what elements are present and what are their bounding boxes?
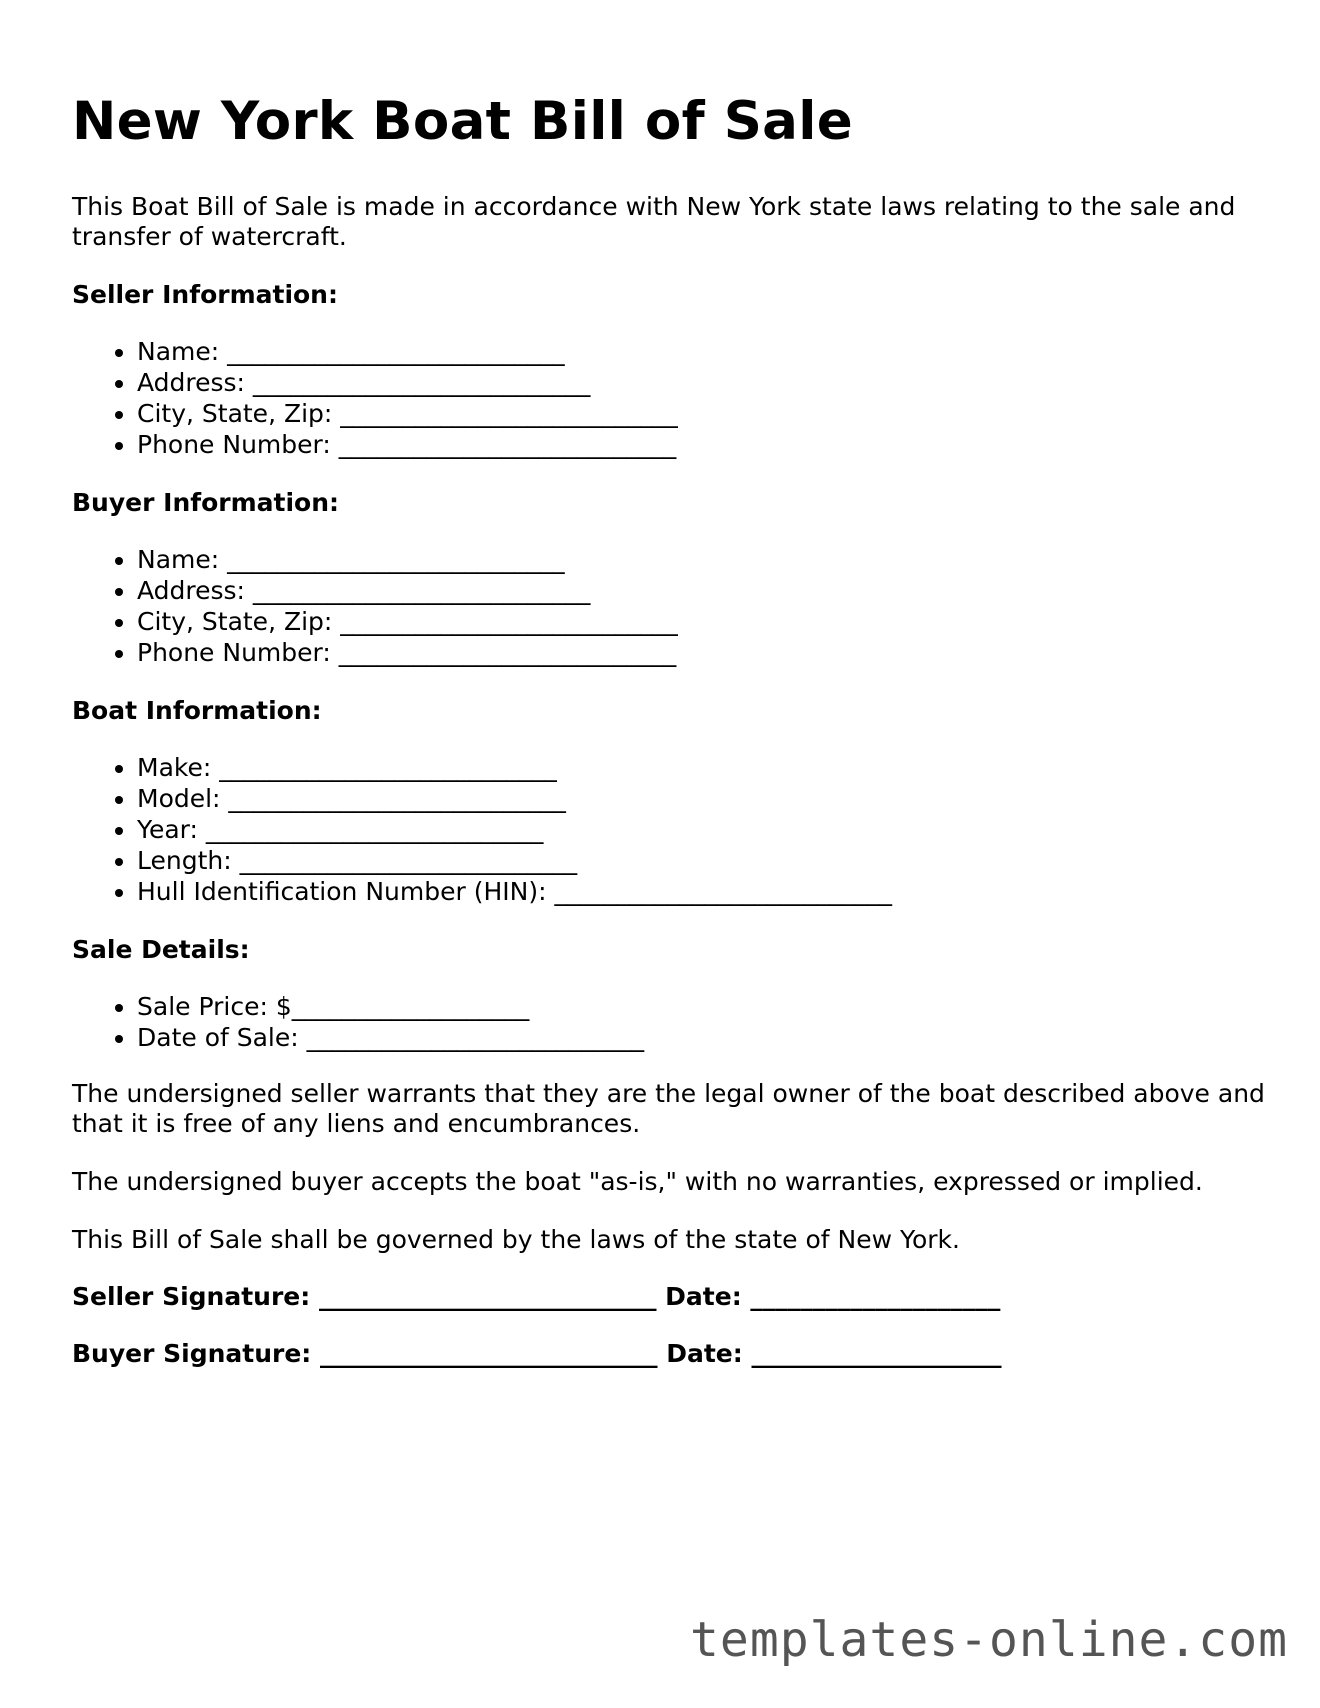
seller-name-field: • Name: ___________________________ [137, 336, 1272, 367]
buyer-city-state-zip-field: • City, State, Zip: ___________________________ [137, 606, 1272, 637]
sale-date-field: • Date of Sale: ___________________________ [137, 1022, 1272, 1053]
sale-fields-list [72, 991, 1272, 1053]
seller-fields-list [72, 336, 1272, 460]
sale-section-heading: Sale Details: [72, 935, 250, 964]
seller-signature-line: Seller Signature: ___________________________ Date: ____________________ [72, 1282, 1001, 1311]
boat-model-field: • Model: ___________________________ [137, 783, 1272, 814]
governing-law-paragraph: This Bill of Sale shall be governed by the laws of the state of New York. [72, 1225, 960, 1254]
buyer-fields-list [72, 544, 1272, 668]
buyer-signature-line: Buyer Signature: ___________________________ Date: ____________________ [72, 1339, 1002, 1368]
buyer-section-heading: Buyer Information: [72, 488, 340, 517]
buyer-acceptance-paragraph: The undersigned buyer accepts the boat "as-is," with no warranties, expressed or implied. [72, 1167, 1203, 1196]
sale-price-field: • Sale Price: $___________________ [137, 991, 1272, 1022]
boat-length-field: • Length: ___________________________ [137, 845, 1272, 876]
document-title: New York Boat Bill of Sale [72, 91, 853, 152]
boat-hin-field: • Hull Identification Number (HIN): ___________________________ [137, 876, 1272, 907]
boat-section-heading: Boat Information: [72, 696, 322, 725]
watermark-text: templates-online.com [690, 1612, 1288, 1668]
boat-year-field: • Year: ___________________________ [137, 814, 1272, 845]
buyer-phone-field: • Phone Number: ___________________________ [137, 637, 1272, 668]
document-page [72, 90, 1272, 1369]
seller-phone-field: • Phone Number: ___________________________ [137, 429, 1272, 460]
seller-city-state-zip-field: • City, State, Zip: ___________________________ [137, 398, 1272, 429]
buyer-name-field: • Name: ___________________________ [137, 544, 1272, 575]
seller-warranty-paragraph: The undersigned seller warrants that they are the legal owner of the boat described above and that it is free of any liens and encumbrances. [72, 1079, 1265, 1138]
boat-fields-list [72, 752, 1272, 907]
seller-address-field: • Address: ___________________________ [137, 367, 1272, 398]
buyer-address-field: • Address: ___________________________ [137, 575, 1272, 606]
boat-make-field: • Make: ___________________________ [137, 752, 1272, 783]
intro-paragraph: This Boat Bill of Sale is made in accordance with New York state laws relating to the sale and transfer of watercraft. [72, 192, 1236, 251]
seller-section-heading: Seller Information: [72, 280, 338, 309]
